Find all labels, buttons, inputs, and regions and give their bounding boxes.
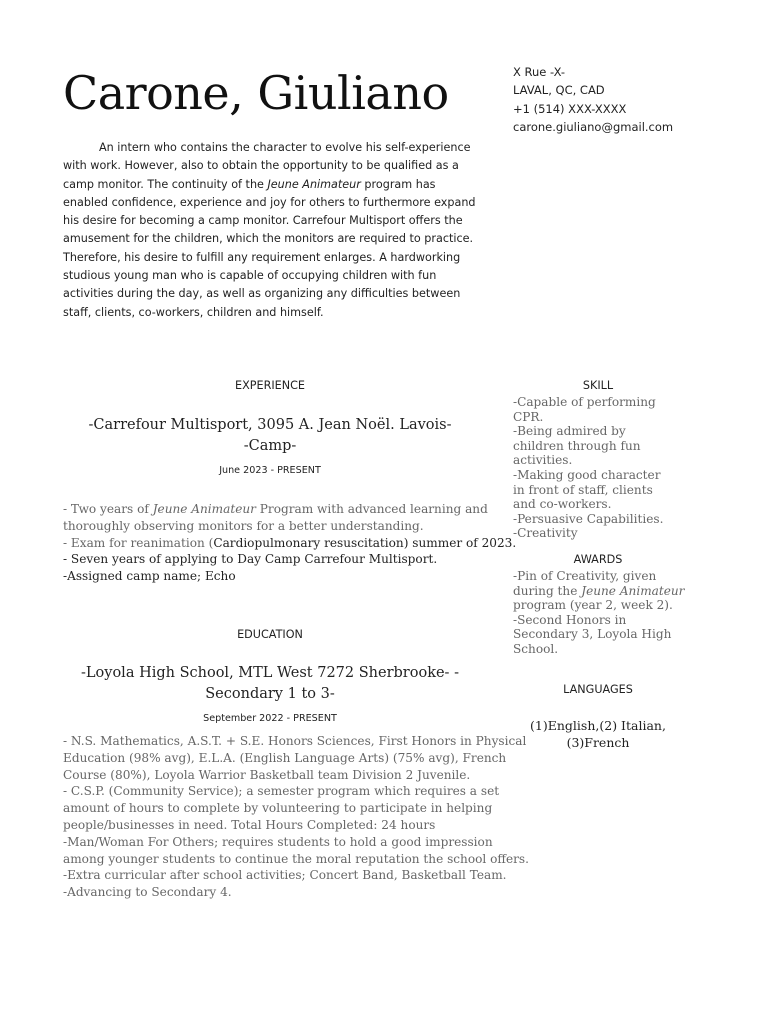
- contact-email: carone.giuliano@gmail.com: [513, 119, 674, 134]
- experience-heading: EXPERIENCE: [235, 379, 305, 392]
- experience-program-name: Jeune Animateur: [152, 502, 256, 516]
- contact-address: X Rue -X-: [513, 65, 566, 79]
- education-title-line2: Secondary 1 to 3-: [205, 686, 335, 702]
- skill-list: -Capable of performing CPR. -Being admired by children through fun activities. -Making good character in front of staff, clients and co-workers. -Persuasive Capabilities. -Creativity: [513, 395, 664, 541]
- education-line: - C.S.P. (Community Service); a semester program which requires a set: [63, 784, 500, 799]
- languages-list: [513, 718, 683, 751]
- experience-title-line1: -Carrefour Multisport, 3095 A. Jean Noël. Lavois-: [88, 417, 452, 433]
- education-line: amount of hours to complete by volunteering to participate in helping: [63, 801, 493, 816]
- contact-block: [513, 63, 673, 136]
- experience-line: [63, 501, 488, 518]
- experience-line: thoroughly observing monitors for a better understanding.: [63, 518, 424, 533]
- summary-part1: An intern who contains the character to evolve his self-experience with work. However, also to obtain the opportunity to be qualified as a camp monitor. The continuity of the: [63, 141, 471, 191]
- experience-date: June 2023 - PRESENT: [219, 465, 321, 476]
- summary-paragraph: [63, 139, 477, 322]
- education-line: Education (98% avg), E.L.A. (English Language Arts) (75% avg), French: [63, 750, 507, 765]
- education-entry-title: [63, 663, 477, 705]
- summary-program-name: Jeune Animateur: [267, 177, 361, 191]
- summary-part2: program has enabled confidence, experience and joy for others to furthermore expand his desire for becoming a camp monitor. Carrefour Multisport offers the amusement for the children, which the monitors are required to practice. Therefore, his desire to fulfill any requirement enlarges. A hardworking studious young man who is capable of occupying children with fun activities during the day, as well as organizing any difficulties between staff, clients, co-workers, children and himself.: [63, 177, 476, 319]
- languages-heading: LANGUAGES: [563, 683, 633, 696]
- experience-title-line2: -Camp-: [243, 438, 297, 454]
- contact-phone: +1 (514) XXX-XXXX: [513, 101, 627, 116]
- experience-line-text: Program with advanced learning and: [255, 502, 488, 516]
- experience-entry-title: [63, 415, 477, 457]
- contact-city: LAVAL, QC, CAD: [513, 83, 605, 98]
- experience-line-text: Cardiopulmonary resuscitation) summer of 2023.: [213, 535, 517, 550]
- education-date: September 2022 - PRESENT: [203, 713, 337, 724]
- education-line: -Extra curricular after school activities; Concert Band, Basketball Team.: [63, 868, 507, 883]
- awards-list: [513, 569, 685, 657]
- award-program-name: Jeune Animateur: [581, 583, 685, 598]
- education-details: [63, 733, 529, 901]
- experience-details: [63, 501, 517, 585]
- awards-heading: AWARDS: [573, 553, 623, 566]
- education-line: - N.S. Mathematics, A.S.T. + S.E. Honors Sciences, First Honors in Physical: [63, 734, 527, 748]
- award-item: [513, 569, 685, 613]
- languages-line: (3)French: [566, 734, 630, 750]
- education-line: among younger students to continue the moral reputation the school offers.: [63, 851, 529, 866]
- education-line: -Advancing to Secondary 4.: [63, 885, 232, 900]
- experience-line: - Seven years of applying to Day Camp Carrefour Multisport.: [63, 552, 438, 567]
- candidate-name: Carone, Giuliano: [63, 66, 449, 120]
- education-line: -Man/Woman For Others; requires students to hold a good impression: [63, 834, 493, 849]
- skill-heading: SKILL: [582, 379, 614, 392]
- award-text: -Pin of Creativity, given during the: [513, 569, 657, 598]
- experience-line-text: - Exam for reanimation (: [63, 535, 214, 550]
- languages-line: (1)English,(2) Italian,: [530, 718, 666, 733]
- experience-line-text: - Two years of: [63, 502, 153, 516]
- education-line: people/businesses in need. Total Hours Completed: 24 hours: [63, 817, 436, 832]
- experience-line: [63, 535, 517, 552]
- education-title-line1: -Loyola High School, MTL West 7272 Sherbrooke- -: [81, 665, 459, 681]
- award-item: -Second Honors in Secondary 3, Loyola High School.: [513, 612, 672, 656]
- experience-line: -Assigned camp name; Echo: [63, 569, 236, 584]
- award-text: program (year 2, week 2).: [513, 598, 673, 613]
- education-line: Course (80%), Loyola Warrior Basketball team Division 2 Juvenile.: [63, 767, 471, 782]
- education-heading: EDUCATION: [237, 628, 303, 641]
